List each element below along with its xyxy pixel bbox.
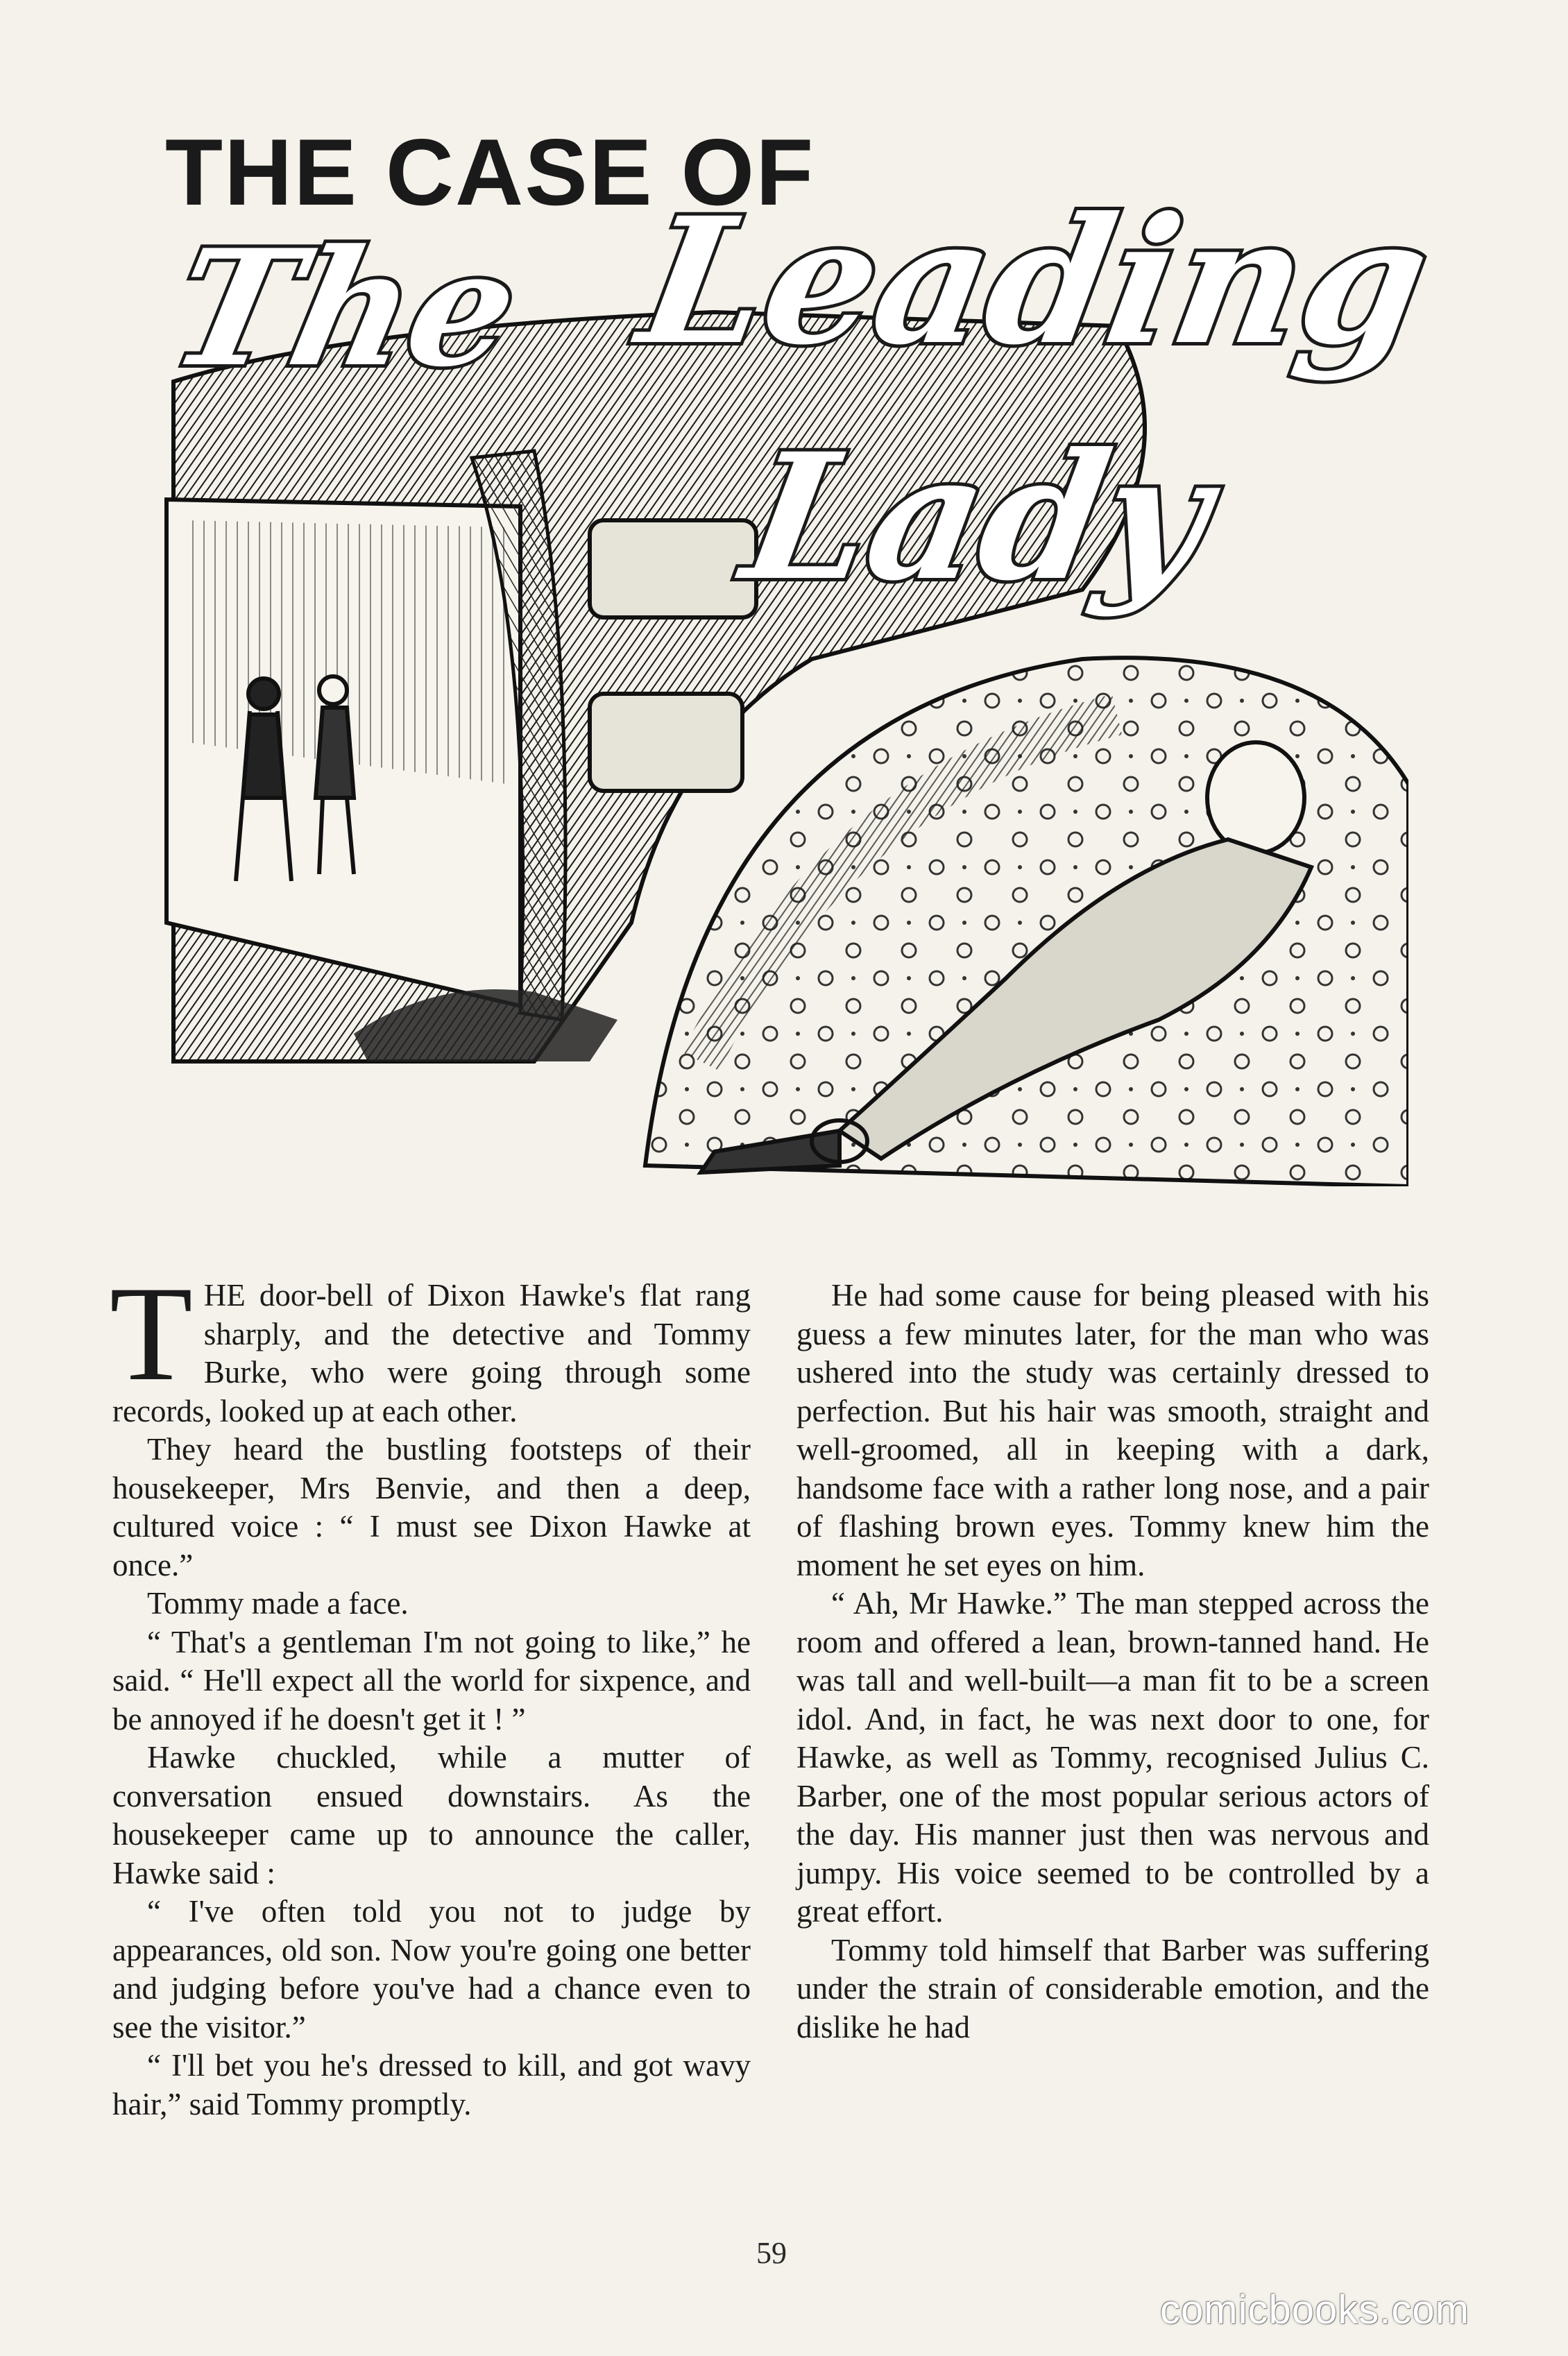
paragraph: Tommy made a face. bbox=[147, 1586, 409, 1621]
paragraph: Hawke chuckled, while a mutter of conversation ensued downstairs. As the housekeeper came up to announce the caller, Hawke said : bbox=[112, 1740, 751, 1890]
title-script-the: The bbox=[157, 215, 534, 402]
paragraph-text: HE door-bell of Dixon Hawke's flat rang sharply, and the detective and Tommy Burke, who were going through some records, looked up at each other. bbox=[112, 1278, 751, 1428]
paragraph: “ I'll bet you he's dressed to kill, and got wavy hair,” said Tommy promptly. bbox=[112, 2048, 751, 2122]
watermark: comicbooks.com bbox=[1160, 2287, 1469, 2332]
paragraph: They heard the bustling footsteps of their housekeeper, Mrs Benvie, and then a deep, cultured voice : “ I must see Dixon Hawke at once.” bbox=[112, 1432, 751, 1582]
paragraph bbox=[110, 1258, 751, 1431]
right-column bbox=[796, 1277, 1429, 2047]
page-number: 59 bbox=[756, 2236, 787, 2270]
paragraph: He had some cause for being pleased with his guess a few minutes later, for the man who was ushered into the study was certainly dressed to perfection. But his hair was smooth, straight and well-groomed, all in keeping with a dark, handsome face with a rather long nose, and a pair of flashing brown eyes. Tommy knew him the moment he set eyes on him. bbox=[796, 1278, 1429, 1582]
drop-cap: T bbox=[110, 1258, 193, 1409]
paragraph: “ That's a gentleman I'm not going to like,” he said. “ He'll expect all the world for sixpence, and be annoyed if he doesn't get it ! ” bbox=[112, 1624, 751, 1736]
left-column bbox=[110, 1258, 751, 2124]
title-script-leading: Leading bbox=[627, 179, 1443, 383]
title-line-1: THE CASE OF bbox=[165, 119, 815, 225]
paragraph: Tommy told himself that Barber was suffering under the strain of considerable emotion, and the dislike he had bbox=[796, 1932, 1429, 2045]
title-script-lady: Lady bbox=[731, 415, 1224, 619]
paragraph: “ Ah, Mr Hawke.” The man stepped across the room and offered a lean, brown-tanned hand. He was tall and well-built—a man fit to be a screen idol. And, in fact, he was next door to one, for Hawke, as well as Tommy, recognised Julius C. Barber, one of the most popular serious actors of the day. His manner just then was nervous and jumpy. His voice seemed to be controlled by a great effort. bbox=[796, 1586, 1429, 1929]
paragraph: “ I've often told you not to judge by appearances, old son. Now you're going one better and judging before you've had a chance even to see the visitor.” bbox=[112, 1894, 751, 2045]
